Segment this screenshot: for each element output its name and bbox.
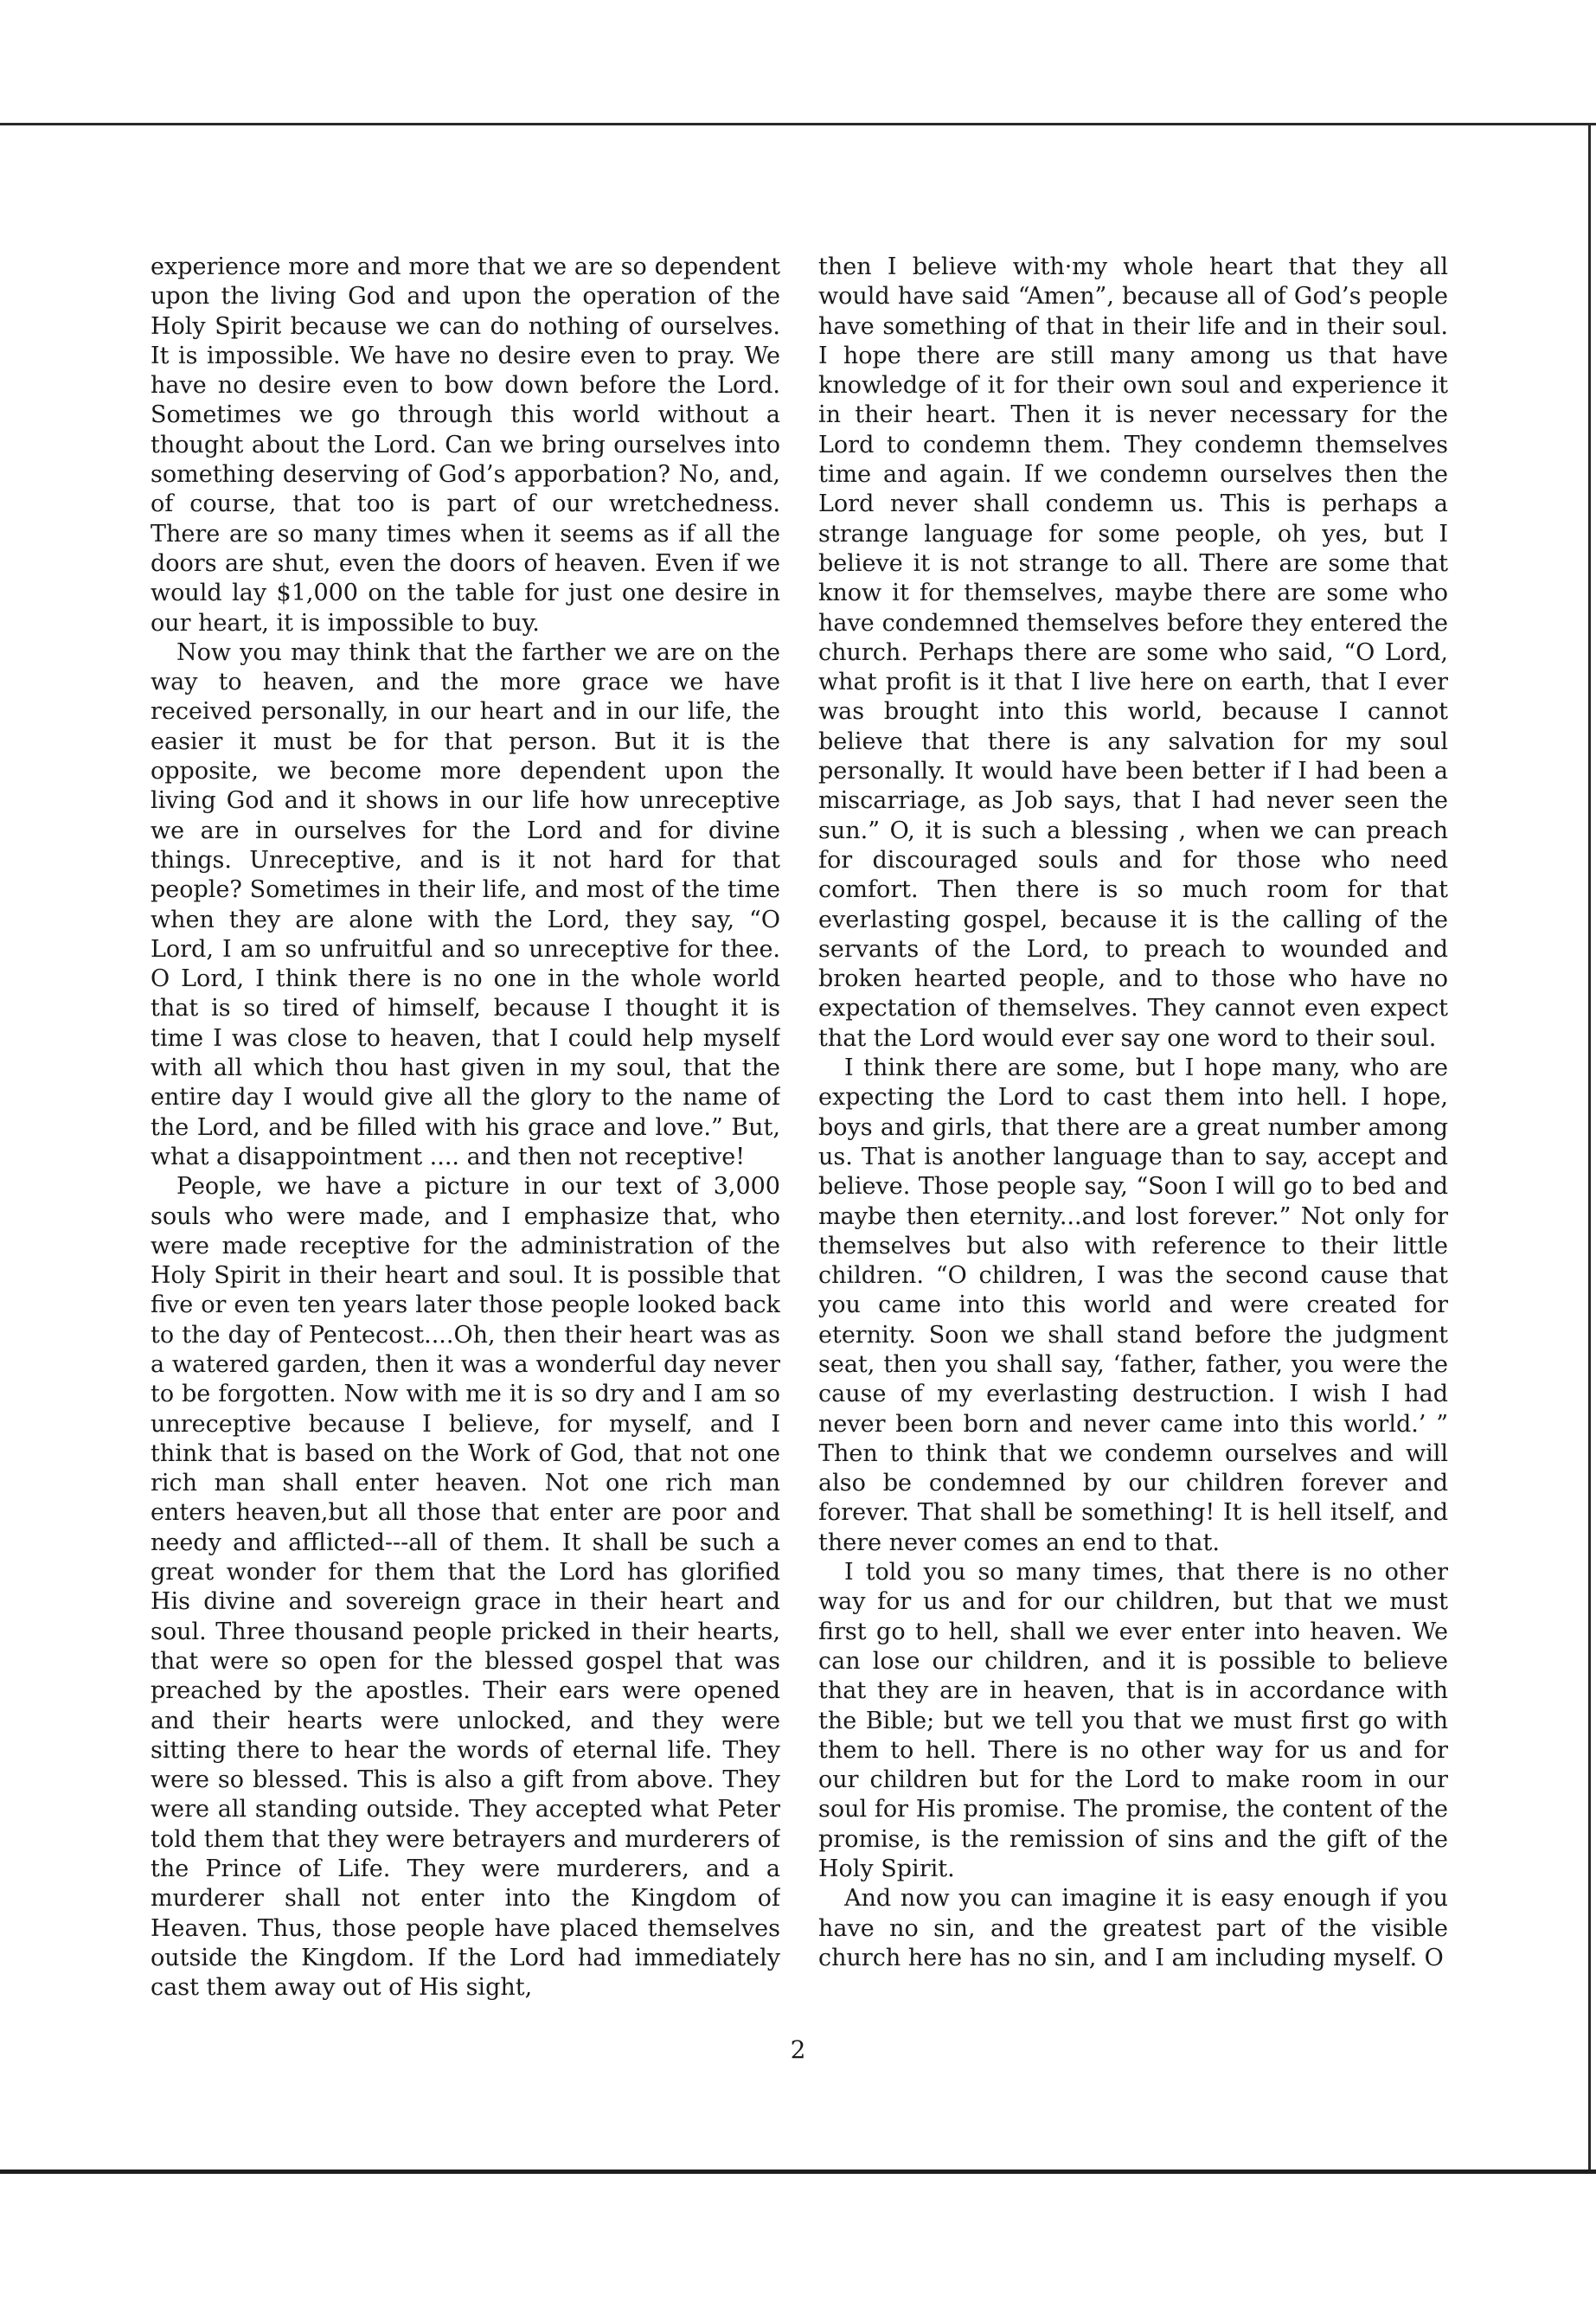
paragraph: And now you can imagine it is easy enough if you have no sin, and the greatest part of the visible church here has no sin, and I am including myself. O [818,1885,1448,1971]
scan-top-edge [0,123,1596,125]
paragraph: People, we have a picture in our text of 3,000 souls who were made, and I emphasize that, who were made receptive for the administration of the Holy Spirit in their heart and soul. It is possible that five or even ten years later those people looked back to the day of Pentecost....Oh, then their heart was as a watered garden, then it was a wonderful day never to be forgotten. Now with me it is so dry and I am so unreceptive because I believe, for myself, and I think that is based on the Work of God, that not one rich man shall enter heaven. Not one rich man enters heaven,but all those that enter are poor and needy and afflicted---all of them. It shall be such a great wonder for them that the Lord has glorified His divine and sovereign grace in their heart and soul. Three thousand people pricked in their hearts, that were so open for the blessed gospel that was preached by the apostles. Their ears were opened and their hearts were unlocked, and they were sitting there to hear the words of eternal life. They were so blessed. This is also a gift from above. They were all standing outside. They accepted what Peter told them that they were betrayers and murderers of the Prince of Life. They were murderers, and a murderer shall not enter into the Kingdom of Heaven. Thus, those people have placed themselves outside the Kingdom. If the Lord had immediately cast them away out of His sight, [151,1173,780,2002]
page-number: 2 [790,2035,806,2064]
paragraph: then I believe with·my whole heart that they all would have said “Amen”, because all of God’s people have something of that in their life and in their soul. I hope there are still many among us that have knowledge of it for their own soul and experience it in their heart. Then it is never necessary for the Lord to condemn them. They condemn themselves time and again. If we condemn ourselves then the Lord never shall condemn us. This is perhaps a strange language for some people, oh yes, but I believe it is not strange to all. There are some that know it for themselves, maybe there are some who have condemned themselves before they entered the church. Perhaps there are some who said, “O Lord, what profit is it that I live here on earth, that I ever was brought into this world, because I cannot believe that there is any salvation for my soul personally. It would have been better if I had been a miscarriage, as Job says, that I had never seen the sun.” O, it is such a blessing , when we can preach for discouraged souls and for those who need comfort. Then there is so much room for that everlasting gospel, because it is the calling of the servants of the Lord, to preach to wounded and broken hearted people, and to those who have no expectation of themselves. They cannot even expect that the Lord would ever say one word to their soul. [818,253,1448,1052]
paragraph: I think there are some, but I hope many, who are expecting the Lord to cast them into hell. I hope, boys and girls, that there are a great number among us. That is another language than to say, accept and believe. Those people say, “Soon I will go to bed and maybe then eternity...and lost forever.” Not only for themselves but also with reference to their little children. “O children, I was the second cause that you came into this world and were created for eternity. Soon we shall stand before the judgment seat, then you shall say, ‘father, father, you were the cause of my everlasting destruction. I wish I had never been born and never came into this world.’ ” Then to think that we condemn ourselves and will also be condemned by our children forever and forever. That shall be something! It is hell itself, and there never comes an end to that. [818,1054,1448,1556]
left-column [151,253,780,2013]
scan-bottom-edge [0,2170,1596,2174]
paragraph: experience more and more that we are so dependent upon the living God and upon the operation of the Holy Spirit because we can do nothing of ourselves. It is impossible. We have no desire even to pray. We have no desire even to bow down before the Lord. Sometimes we go through this world without a thought about the Lord. Can we bring ourselves into something deserving of God’s apporbation? No, and, of course, that too is part of our wretchedness. There are so many times when it seems as if all the doors are shut, even the doors of heaven. Even if we would lay $1,000 on the table for just one desire in our heart, it is impossible to buy. [151,253,780,637]
paragraph: I told you so many times, that there is no other way for us and for our children, but that we must first go to hell, shall we ever enter into heaven. We can lose our children, and it is possible to believe that they are in heaven, that is in accordance with the Bible; but we tell you that we must first go with them to hell. There is no other way for us and for our children but for the Lord to make room in our soul for His promise. The promise, the content of the promise, is the remission of sins and the gift of the Holy Spirit. [818,1559,1448,1883]
right-column [818,253,1448,2013]
paragraph: Now you may think that the farther we are on the way to heaven, and the more grace we have received personally, in our heart and in our life, the easier it must be for that person. But it is the opposite, we become more dependent upon the living God and it shows in our life how unreceptive we are in ourselves for the Lord and for divine things. Unreceptive, and is it not hard for that people? Sometimes in their life, and most of the time when they are alone with the Lord, they say, “O Lord, I am so unfruitful and so unreceptive for thee. O Lord, I think there is no one in the whole world that is so tired of himself, because I thought it is time I was close to heaven, that I could help myself with all which thou hast given in my soul, that the entire day I would give all the glory to the name of the Lord, and be filled with his grace and love.” But, what a disappointment .... and then not receptive! [151,638,780,1170]
scan-right-edge [1588,123,1591,2173]
page-body [151,253,1448,2013]
